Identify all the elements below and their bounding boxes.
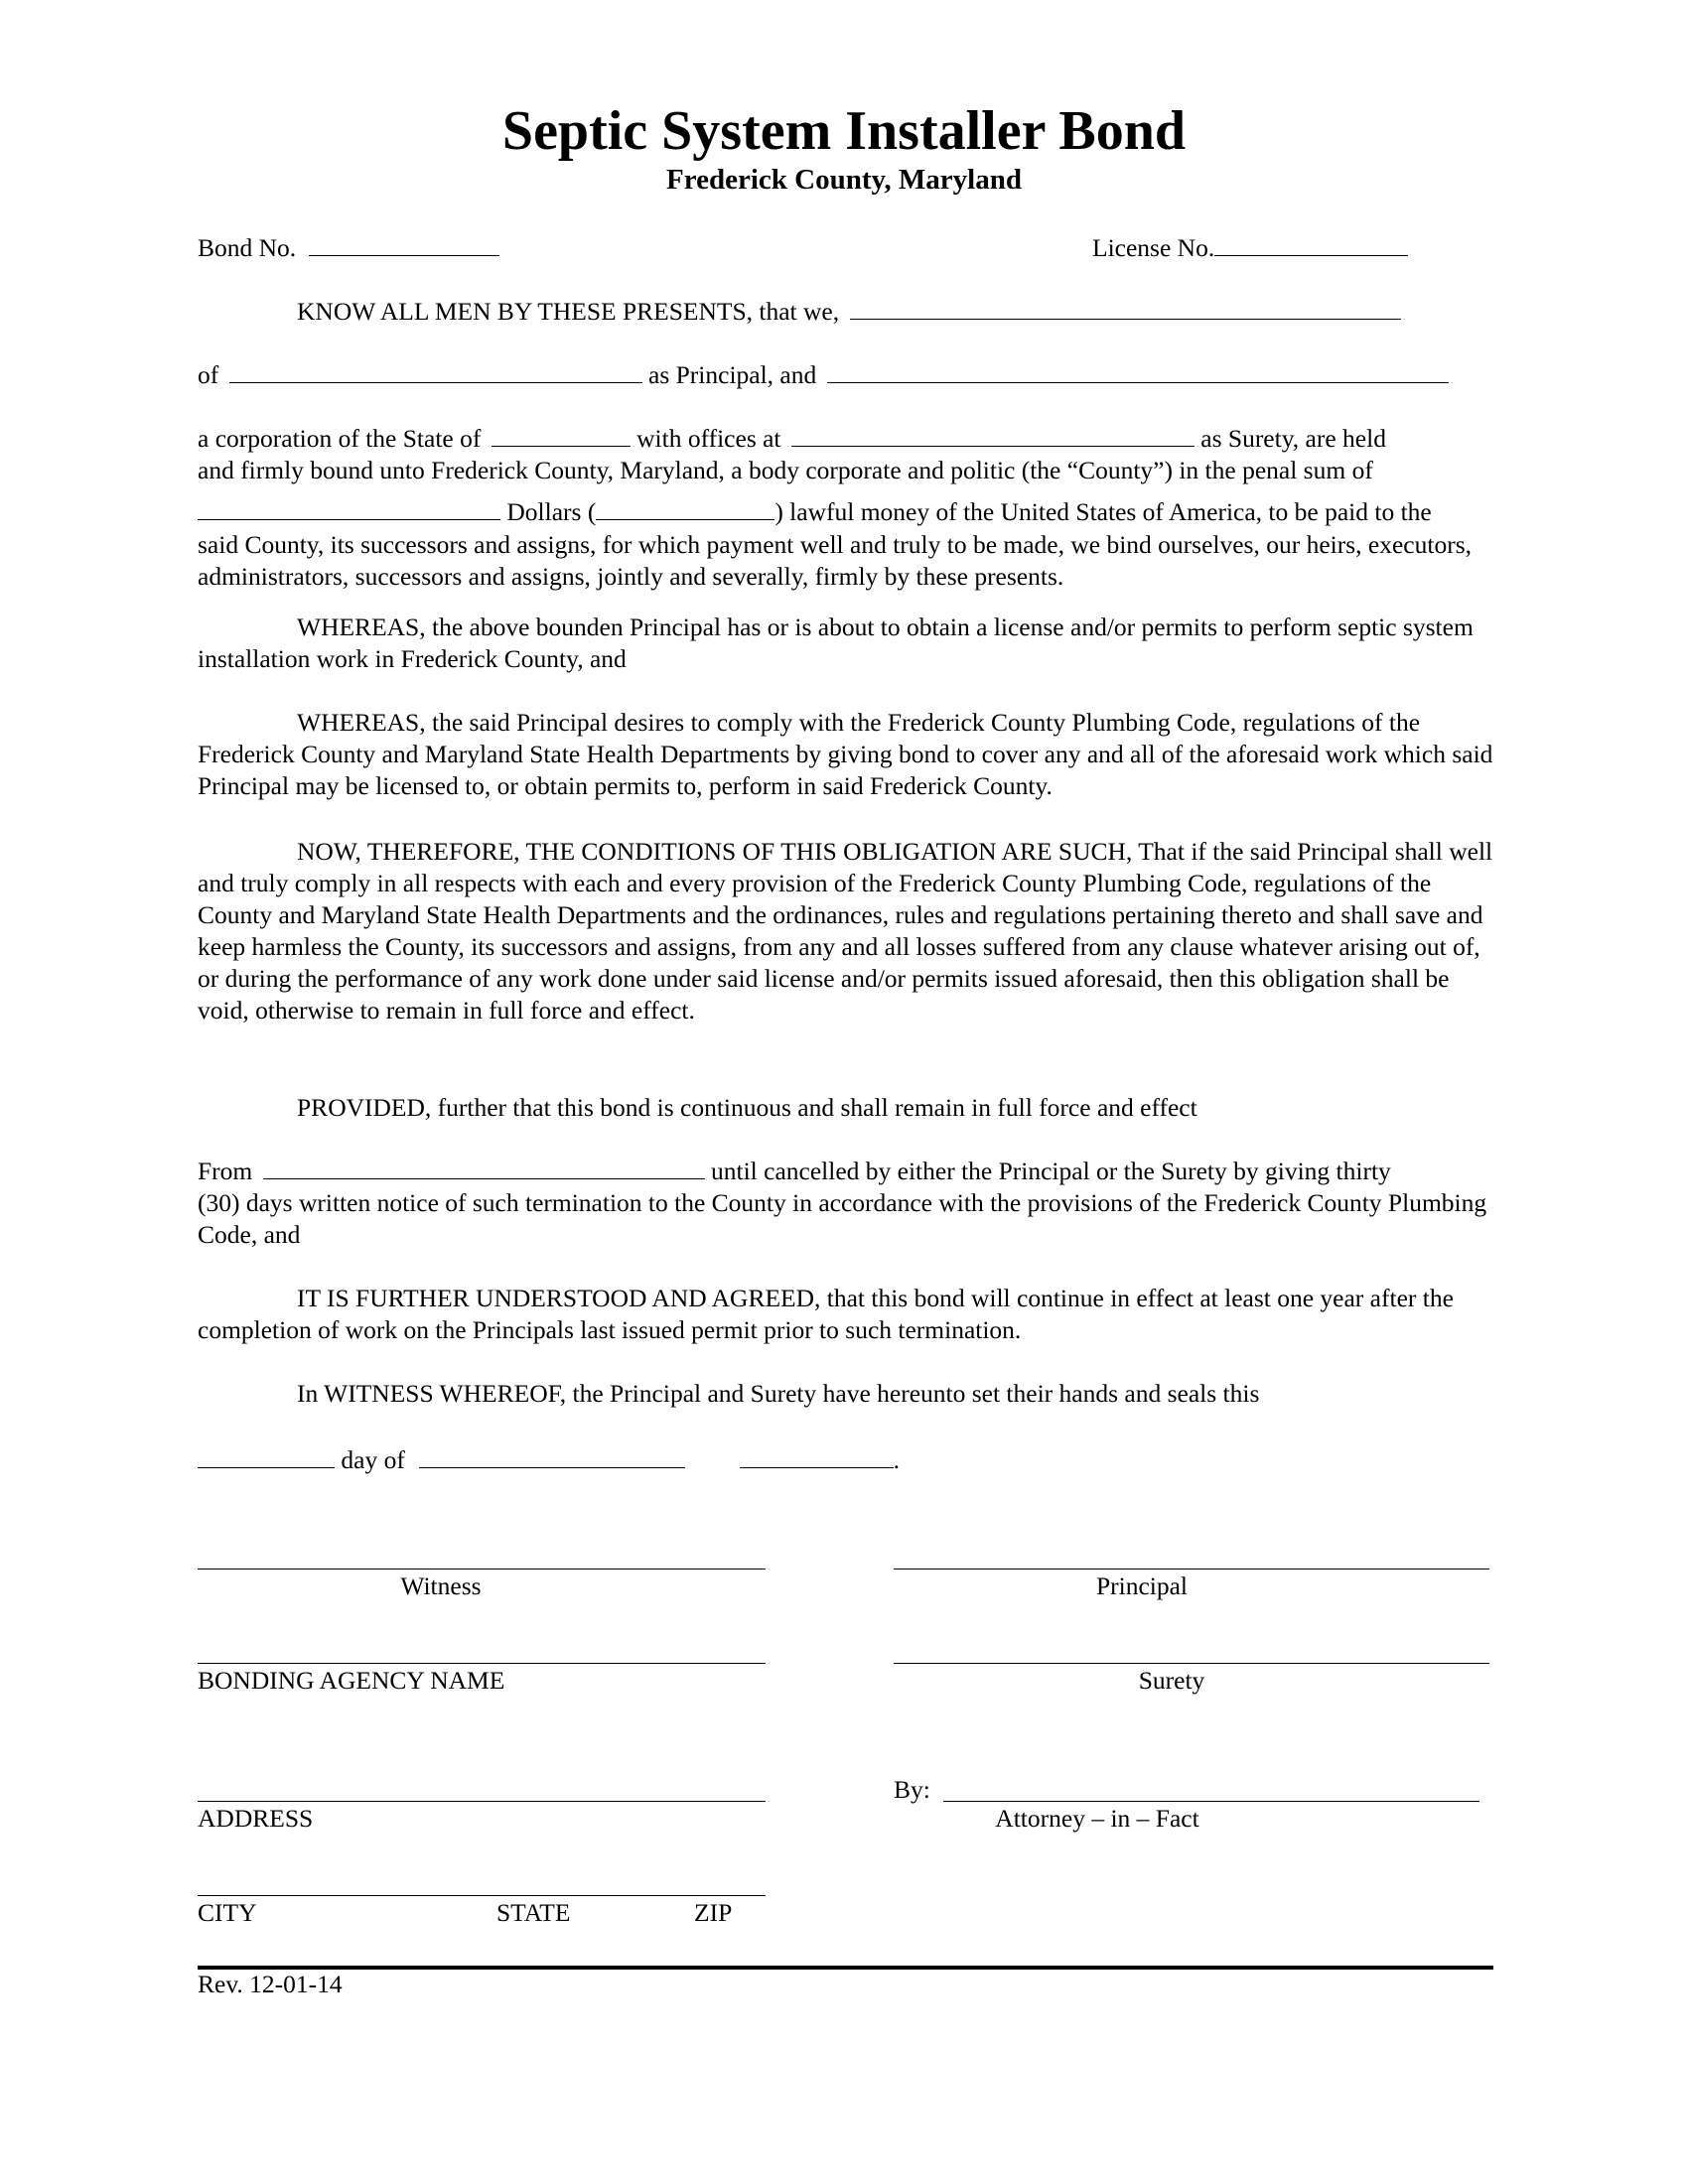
as-principal-text: as Principal, and (648, 360, 817, 389)
principal-name-field[interactable] (850, 297, 1401, 320)
surety-signature-line[interactable] (894, 1663, 1489, 1664)
as-surety-text: as Surety, are held (1200, 424, 1386, 453)
bonding-agency-line[interactable] (198, 1663, 766, 1664)
address-label: ADDRESS (198, 1804, 314, 1833)
license-no-field[interactable] (1214, 233, 1408, 256)
provided-text: PROVIDED, further that this bond is continuous and shall remain in full force and effect (297, 1093, 1197, 1122)
surety-name-field[interactable] (827, 360, 1449, 383)
state-label: STATE (496, 1898, 571, 1927)
page-subtitle: Frederick County, Maryland (666, 164, 1022, 196)
from-label: From (198, 1157, 253, 1185)
from-row (198, 1156, 1391, 1187)
city-state-zip-line[interactable] (198, 1895, 766, 1896)
further-understood-paragraph: IT IS FURTHER UNDERSTOOD AND AGREED, that this bond will continue in effect at least one year after the completion of work on the Principals last issued permit prior to such termination. (198, 1284, 1454, 1344)
surety-offices-field[interactable] (791, 424, 1195, 447)
period-text: . (893, 1445, 900, 1474)
with-offices-text: with offices at (636, 424, 781, 453)
bonding-agency-label: BONDING AGENCY NAME (198, 1666, 505, 1695)
attorney-signature-line[interactable] (943, 1801, 1479, 1802)
license-no-label: License No. (1092, 233, 1215, 262)
attorney-in-fact-label: Attorney – in – Fact (995, 1804, 1199, 1833)
principal-address-field[interactable] (229, 360, 642, 383)
penal-sum-row (198, 496, 1432, 528)
surety-state-field[interactable] (492, 424, 631, 447)
said-county-paragraph: said County, its successors and assigns, for which payment well and truly to be made, we bind ourselves, our heirs, executors, administrators, successors and assigns, jointly and severally, firmly by these presents. (198, 530, 1472, 591)
penal-sum-figures-field[interactable] (596, 497, 774, 520)
witness-signature-line[interactable] (198, 1569, 766, 1570)
surety-label: Surety (1138, 1666, 1205, 1695)
effective-date-field[interactable] (263, 1157, 705, 1179)
principal-signature-line[interactable] (894, 1569, 1489, 1570)
firmly-bound-text: and firmly bound unto Frederick County, Maryland, a body corporate and politic (the “County”) in the penal sum of (198, 456, 1373, 484)
principal-label: Principal (1095, 1571, 1189, 1600)
notice-paragraph: (30) days written notice of such termination to the County in accordance with the provisions of the Frederick County Plumbing Code, and (198, 1188, 1487, 1249)
whereas-2-paragraph: WHEREAS, the said Principal desires to comply with the Frederick County Plumbing Code, regulations of the Frederick County and Maryland State Health Departments by giving bond to cover any and all of the aforesaid work which said Principal may be licensed to, or obtain permits to, perform in said Frederick County. (198, 708, 1493, 800)
whereas-1-paragraph: WHEREAS, the above bounden Principal has or is about to obtain a license and/or permits to perform septic system installation work in Frederick County, and (198, 613, 1474, 673)
zip-label: ZIP (694, 1898, 733, 1927)
of-label: of (198, 360, 219, 389)
day-of-text: day of (341, 1445, 405, 1474)
know-all-row (297, 296, 1401, 328)
witness-label: Witness (400, 1571, 482, 1600)
witness-whereof-text: In WITNESS WHEREOF, the Principal and Surety have hereunto set their hands and seals this (297, 1379, 1260, 1408)
until-cancelled-text: until cancelled by either the Principal or the Surety by giving thirty (711, 1157, 1391, 1185)
now-therefore-paragraph: NOW, THEREFORE, THE CONDITIONS OF THIS OBLIGATION ARE SUCH, That if the said Principal shall well and truly comply in all respects with each and every provision of the Frederick County Plumbing Code, regulations of the County and Maryland State Health Departments and the ordinances, rules and regulations pertaining thereto and shall save and keep harmless the County, its successors and assigns, from any and all losses suffered from any clause whatever arising out of, or during the performance of any work done under said license and/or permits issued aforesaid, then this obligation shall be void, otherwise to remain in full force and effect. (198, 837, 1493, 1024)
day-field[interactable] (198, 1445, 335, 1468)
corp-state-text: a corporation of the State of (198, 424, 482, 453)
day-of-row (198, 1444, 900, 1476)
revision-label: Rev. 12-01-14 (198, 1970, 343, 1998)
bond-no-label: Bond No. (198, 233, 297, 262)
know-all-text: KNOW ALL MEN BY THESE PRESENTS, that we, (297, 297, 840, 326)
bond-no-field[interactable] (309, 233, 499, 256)
bond-no-row (198, 232, 499, 264)
by-label: By: (894, 1775, 930, 1804)
of-row (198, 359, 1449, 391)
year-field[interactable] (740, 1445, 894, 1468)
dollars-open-text: Dollars ( (506, 497, 597, 526)
lawful-money-text: ) lawful money of the United States of America, to be paid to the (774, 497, 1432, 526)
penal-sum-words-field[interactable] (198, 497, 500, 520)
license-no-row (1092, 232, 1408, 264)
address-line[interactable] (198, 1801, 766, 1802)
footer-rule (198, 1966, 1493, 1970)
month-field[interactable] (419, 1445, 685, 1468)
corporation-row (198, 423, 1386, 455)
page-title: Septic System Installer Bond (501, 100, 1187, 162)
city-label: CITY (198, 1898, 257, 1927)
